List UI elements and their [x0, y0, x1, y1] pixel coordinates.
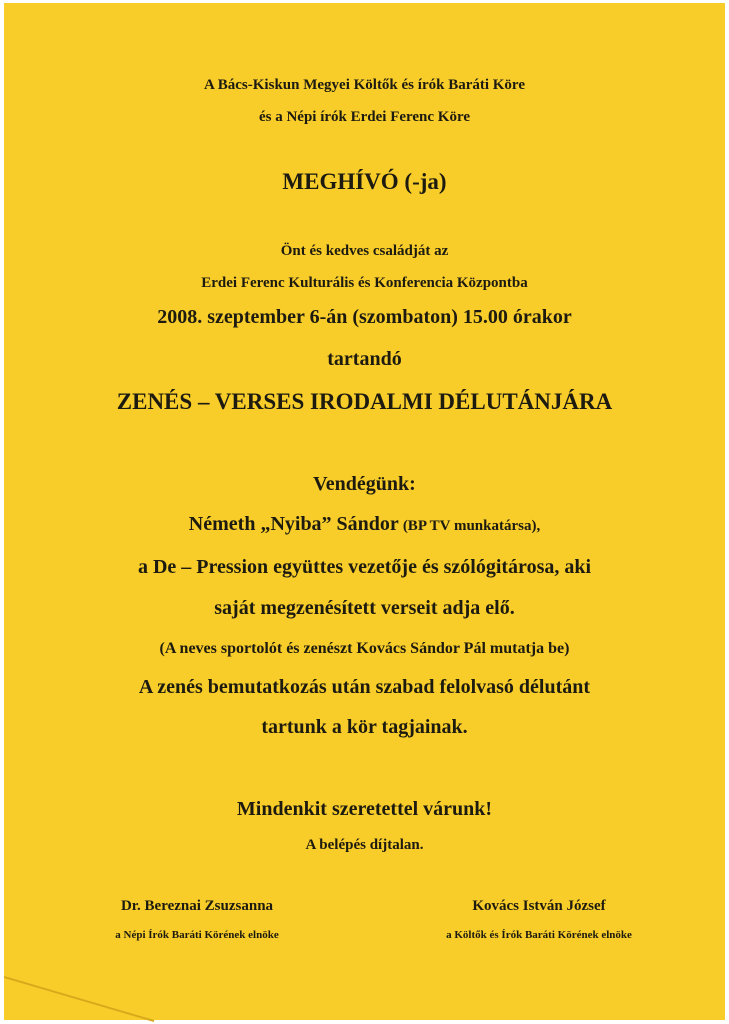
guest-line-4: saját megzenésített verseit adja elő. — [214, 597, 515, 619]
held-word: tartandó — [327, 348, 402, 370]
event-datetime: 2008. szeptember 6-án (szombaton) 15.00 órakor — [157, 306, 572, 328]
guest-heading: Vendégünk: — [313, 473, 416, 495]
signer-left-name: Dr. Bereznai Zsuzsanna — [120, 898, 274, 914]
invite-line-2: Erdei Ferenc Kulturális és Konferencia Központba — [201, 275, 528, 291]
guest-role-note: (BP TV munkatársa), — [402, 518, 541, 534]
invitation-title: MEGHÍVÓ (-ja) — [282, 169, 447, 194]
program-line-1: A zenés bemutatkozás után szabad felolvasó délutánt — [138, 676, 591, 698]
signer-right-title: a Költők és Írók Baráti Körének elnöke — [446, 929, 632, 941]
signer-right-name: Kovács István József — [472, 898, 606, 914]
paper-fold-crease — [4, 963, 164, 1023]
presenter-note: (A neves sportolót és zenészt Kovács Sándor Pál mutatja be) — [159, 640, 570, 657]
guest-name: Németh „Nyiba” Sándor — [188, 513, 399, 535]
organizer-line-1: A Bács-Kiskun Megyei Költők és írók Baráti Köre — [204, 77, 525, 93]
event-title: ZENÉS – VERSES IRODALMI DÉLUTÁNJÁRA — [116, 389, 613, 414]
signer-left-title: a Népi Írók Baráti Körének elnöke — [115, 929, 279, 941]
guest-name-line — [4, 513, 725, 536]
program-line-2: tartunk a kör tagjainak. — [261, 716, 468, 738]
organizer-line-2: és a Népi írók Erdei Ferenc Köre — [258, 109, 471, 125]
welcome-text: Mindenkit szeretettel várunk! — [236, 798, 493, 820]
invite-line-1: Önt és kedves családját az — [280, 243, 449, 259]
guest-line-3: a De – Pression együttes vezetője és szólógitárosa, aki — [137, 556, 592, 578]
entry-note: A belépés díjtalan. — [305, 837, 424, 853]
invitation-sheet — [4, 3, 725, 1020]
